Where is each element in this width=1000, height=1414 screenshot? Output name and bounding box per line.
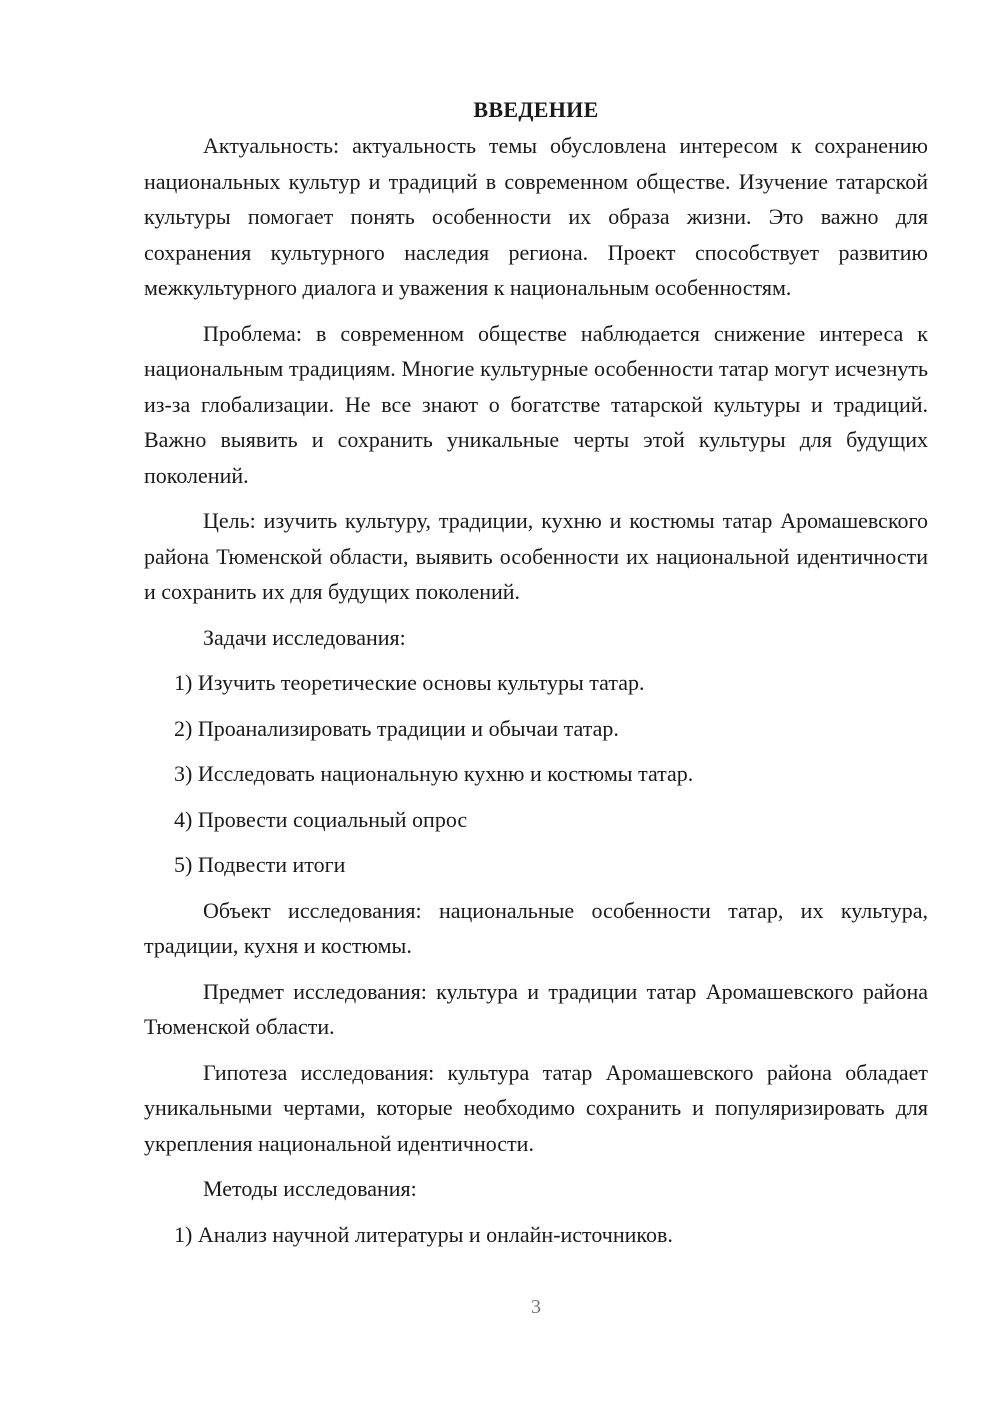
task-item: 2) Проанализировать традиции и обычаи татар. [174, 715, 619, 741]
hypothesis-paragraph: Гипотеза исследования: культура татар Аромашевского района обладает уникальными чертами, которые необходимо сохранить и популяризировать для укрепления национальной идентичности. [144, 1059, 928, 1156]
task-item: 5) Подвести итоги [174, 852, 346, 877]
method-item: 1) Анализ научной литературы и онлайн-источников. [174, 1221, 673, 1247]
section-title: ВВЕДЕНИЕ [473, 97, 599, 122]
object-paragraph: Объект исследования: национальные особенности татар, их культура, традиции, кухня и костюмы. [144, 897, 928, 958]
task-item: 1) Изучить теоретические основы культуры татар. [174, 670, 645, 695]
task-item: 4) Провести социальный опрос [174, 806, 468, 832]
page-number: 3 [531, 1296, 541, 1318]
problem-paragraph: Проблема: в современном обществе наблюдается снижение интереса к национальным традициям. Многие культурные особенности татар могут исчезнуть из-за глобализации. Не все знают о богатстве татарской культуры и традиций. Важно выявить и сохранить уникальные черты этой культуры для будущих поколений. [144, 320, 928, 488]
subject-paragraph: Предмет исследования: культура и традиции татар Аромашевского района Тюменской области. [144, 978, 928, 1039]
relevance-paragraph: Актуальность: актуальность темы обусловлена интересом к сохранению национальных культур и традиций в современном обществе. Изучение татарской культуры помогает понять особенности их образа жизни. Это важно для сохранения культурного наследия региона. Проект способствует развитию межкультурного диалога и уважения к национальным особенностям. [144, 133, 928, 300]
methods-heading: Методы исследования: [203, 1176, 417, 1201]
task-item: 3) Исследовать национальную кухню и костюмы татар. [174, 761, 694, 786]
goal-paragraph: Цель: изучить культуру, традиции, кухню и костюмы татар Аромашевского района Тюменской области, выявить особенности их национальной идентичности и сохранить их для будущих поколений. [144, 508, 928, 604]
tasks-heading: Задачи исследования: [203, 624, 406, 650]
document-page [144, 92, 928, 1262]
